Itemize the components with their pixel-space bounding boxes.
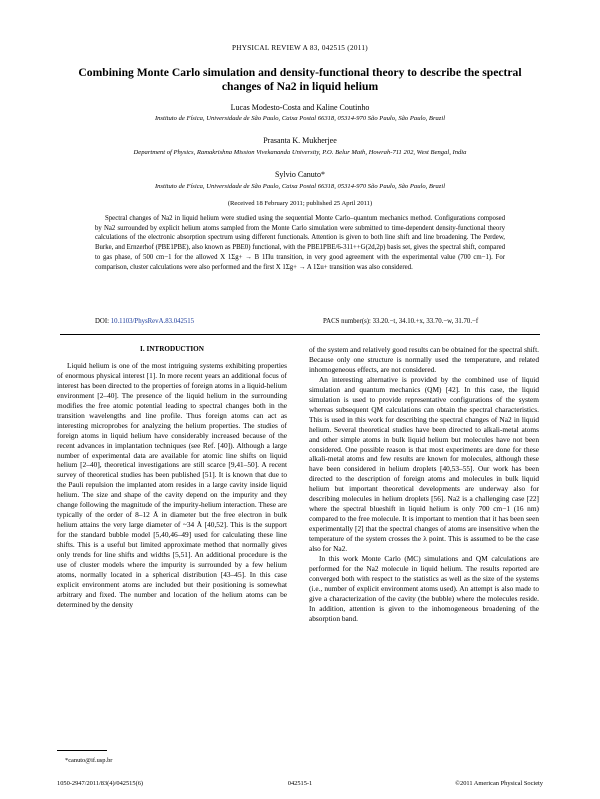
doi-label: DOI: bbox=[95, 318, 109, 325]
footer-page-number: 042515-1 bbox=[287, 780, 313, 787]
left-column bbox=[57, 345, 287, 610]
footer-copyright: ©2011 American Physical Society bbox=[455, 780, 543, 787]
affiliation-1: Instituto de Física, Universidade de São Paulo, Caixa Postal 66318, 05314-970 São Paulo, São Paulo, Brazil bbox=[154, 115, 446, 122]
affiliation-2: Department of Physics, Ramakrishna Mission Vivekananda University, P.O. Belur Math, Howrah-711 202, West Bengal, India bbox=[133, 149, 467, 156]
journal-header: PHYSICAL REVIEW A 83, 042515 (2011) bbox=[231, 44, 368, 52]
paragraph: In this work Monte Carlo (MC) simulations and QM calculations are performed for the Na2 molecule in liquid helium. The results reported are converged both with respect to the statistics as well as the size of the systems (i.e., number of explicit environment atoms used). An attempt is also made to give a characterization of the cavity (the bubble) where the molecules reside. In addition, attention is given to the inhomogeneous broadening of the absorption band. bbox=[309, 554, 539, 623]
abstract: Spectral changes of Na2 in liquid helium were studied using the sequential Monte Carlo–quantum mechanics method. Configurations composed by Na2 surrounded by explicit helium atoms sampled from the Monte Carlo simulation were submitted to time-dependent density-functional theory calculations of the electronic absorption spectrum using different functionals. Attention is given to both line shift and line broadening. The Perdew, Burke, and Ernzerhof (PBE1PBE), also known as PBE0) functional, with the PBE1PBE/6-311++G(2d,2p) basis set, gives the spectral shift, compared to gas phase, of 500 cm−1 for the allowed X 1Σg+ → B 1Πu transition, in very good agreement with the experimental value (700 cm−1). For comparison, cluster calculations were also performed and the first X 1Σg+ → A 1Σu+ transition was also considered. bbox=[95, 215, 505, 271]
section-heading: I. INTRODUCTION bbox=[140, 345, 204, 353]
paper-title: Combining Monte Carlo simulation and density-functional theory to describe the spectral changes of Na2 in liquid helium bbox=[78, 66, 522, 93]
right-column bbox=[309, 345, 539, 624]
author-line-2: Prasanta K. Mukherjee bbox=[263, 136, 337, 145]
affiliation-3: Instituto de Física, Universidade de São Paulo, Caixa Postal 66318, 05314-970 São Paulo, São Paulo, Brazil bbox=[154, 183, 446, 190]
doi-line bbox=[95, 318, 194, 325]
received-dates: (Received 18 February 2011; published 25 April 2011) bbox=[227, 200, 373, 207]
pacs-numbers: PACS number(s): 33.20.−t, 34.10.+x, 33.70.−w, 31.70.−f bbox=[323, 318, 479, 325]
footer-issn: 1050-2947/2011/83(4)/042515(6) bbox=[57, 780, 144, 787]
author-line-1: Lucas Modesto-Costa and Kaline Coutinho bbox=[230, 103, 370, 112]
footnote-email: *canuto@if.usp.br bbox=[65, 757, 113, 764]
paragraph: Liquid helium is one of the most intriguing systems exhibiting properties of enormous physical interest [1]. In more recent years an additional focus of interest has been directed to the properties of foreign atoms in a liquid-helium environment [2–40]. The presence of the liquid helium in the surrounding modifies the free atomic potential leading to spectral changes both in the transition wavelengths and line profile. Thus foreign atoms can act as interesting microprobes for analyzing the helium properties. The studies of foreign atoms in liquid helium have considerably increased because of the recent advances in implantation techniques (see Ref. [40]). Although a large number of experimental data are available for atomic line shifts on liquid helium [2–40], theoretical investigations are still scarce [9,41–50]. A recent survey of theoretical studies has been published [51]. It is known that due to the Pauli repulsion the implanted atom resides in a large cavity inside liquid helium. The size and shape of the cavity depend on the impurity and they change following the magnitude of the impurity-helium interaction. These are typically of the order of 8–12 Å in diameter but the free electron in bulk helium attains the very large diameter of ~34 Å [40,52]. This is the support for the standard bubble model [5,40,46–49] used for calculating these line shifts. This is a useful but limited approximate method that normally gives only trends for line shifts and widths [5,51]. An additional procedure is the use of cluster models where the impurity is surrounded by a few helium atoms, normally located in a spherical distribution [43–45]. In this case explicit environment atoms are included but their positioning is somewhat arbitrary and fixed. The number and location of the helium atoms can be determined by the density bbox=[57, 360, 287, 609]
paragraph: An interesting alternative is provided by the combined use of liquid simulation and quantum mechanics (QM) [42]. In this case, the liquid simulation is used to provide representative configurations of the system whereas subsequent QM calculations can obtain the spectral characteristics. This is used in this work for describing the spectral changes of Na2 in liquid helium. Several theoretical studies have been directed to alkali-metal atoms and other simple atoms in bulk liquid helium but molecules have not been considered. One possible reason is that most experiments are done for these alkali-metal atoms and few results are known for molecules, although these have been considered in helium droplets [40,53–55]. Our work has been directed to the description of foreign atoms and molecules in bulk liquid helium but important theoretical developments are underway also for describing molecules in helium droplets [56]. Na2 is a challenging case [22] where the spectral blueshift in liquid helium is only 700 cm−1 (16 nm) compared to the free molecule. It is important to mention that it has been seen experimentally [2] that the spectral changes of atoms are insensitive when the temperature of the system crosses the λ point. This is assumed to be the case also for Na2. bbox=[309, 374, 539, 554]
footnote-divider bbox=[57, 750, 107, 751]
paragraph: of the system and relatively good results can be obtained for the spectral shift. Because only one structure is normally used the temperature, and related inhomogeneous effects, are not considered. bbox=[309, 345, 539, 374]
doi-link[interactable]: 10.1103/PhysRevA.83.042515 bbox=[110, 318, 195, 325]
header-divider bbox=[60, 334, 540, 335]
author-line-3: Sylvio Canuto* bbox=[274, 170, 325, 179]
